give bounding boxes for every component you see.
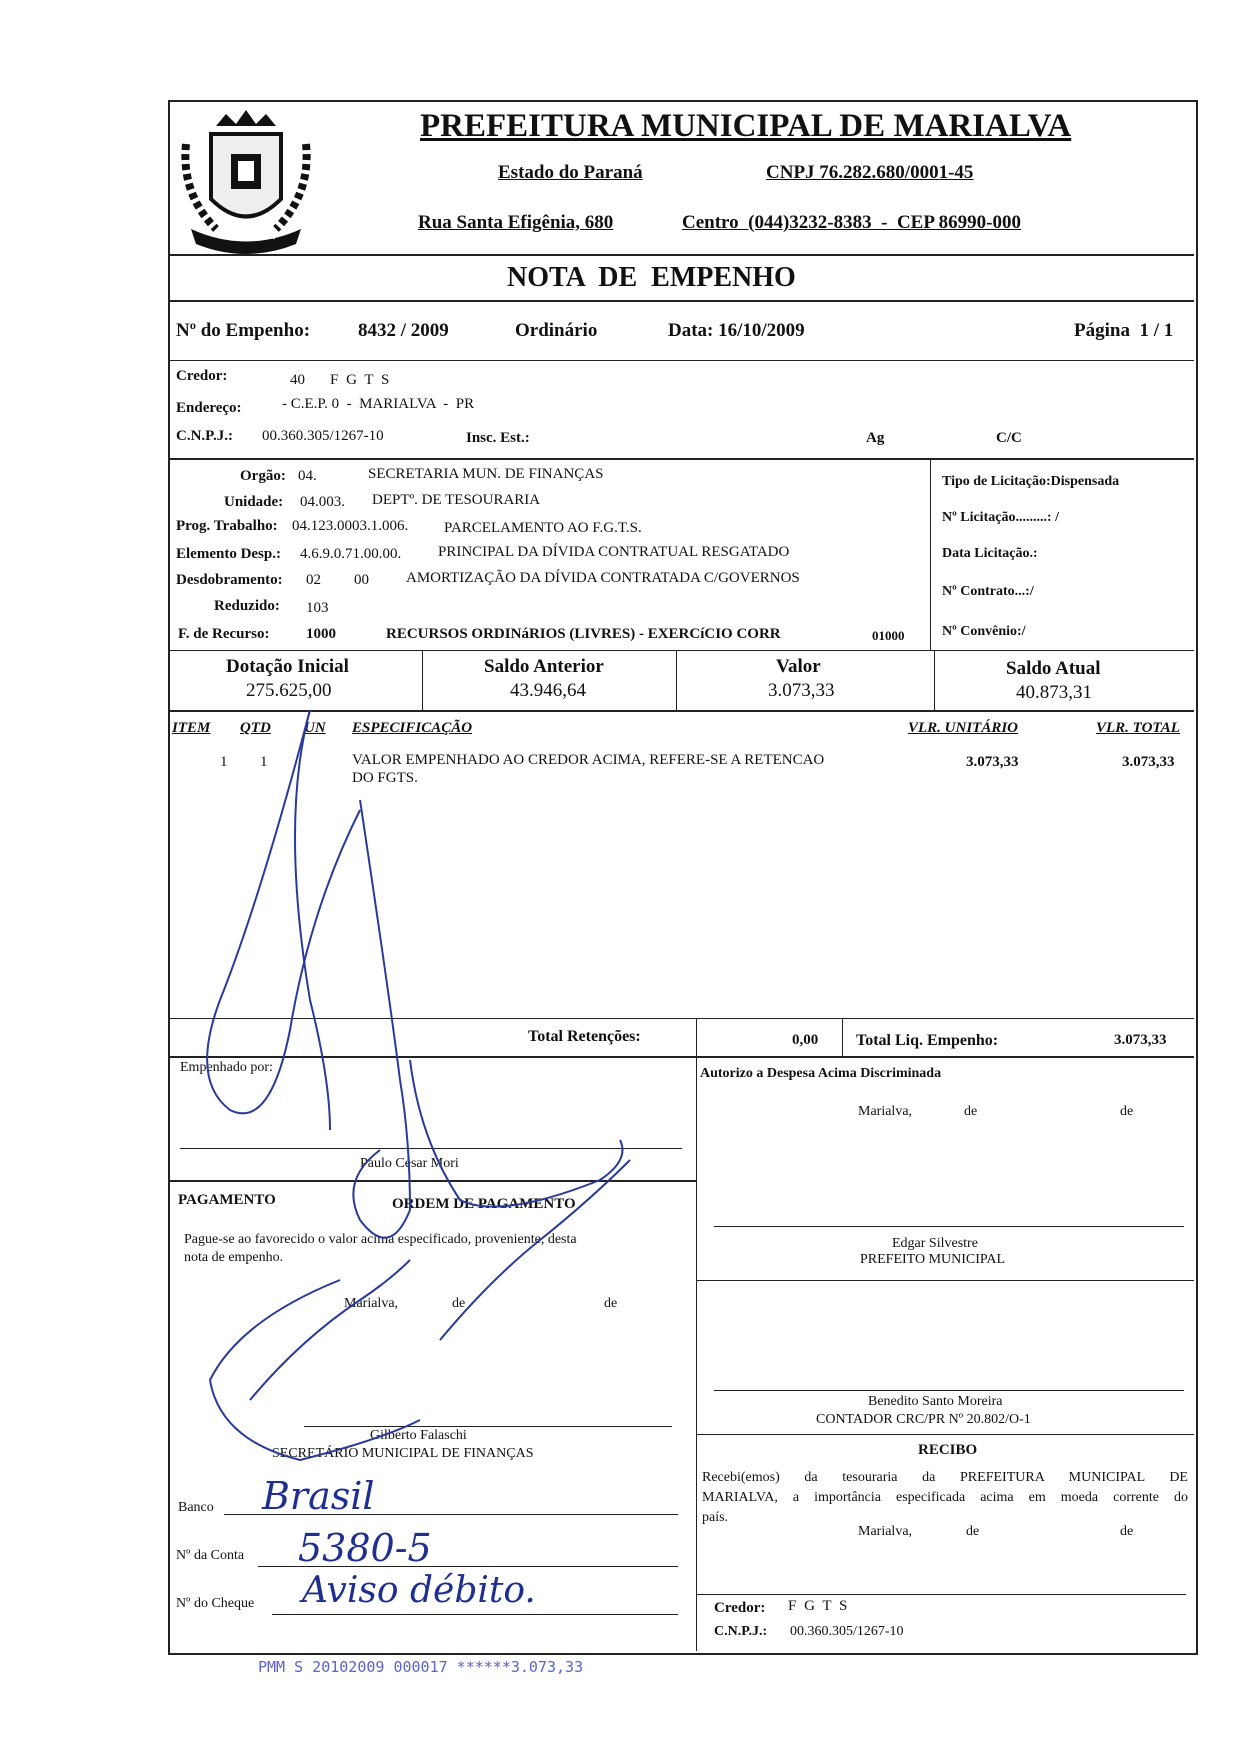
- unidade-code: 04.003.: [300, 494, 345, 510]
- recibo-de2: de: [1120, 1524, 1134, 1539]
- municipal-crest-logo: [176, 104, 316, 254]
- ag-label: Ag: [866, 430, 885, 446]
- desdobramento-code2: 00: [354, 572, 369, 588]
- table-row: [168, 750, 1194, 800]
- state-label: Estado do Paraná: [498, 162, 643, 183]
- autorizo-city: Marialva,: [858, 1104, 913, 1119]
- total-liq-label: Total Liq. Empenho:: [856, 1032, 999, 1049]
- crest-banner-text: MARIALVA: [224, 232, 275, 242]
- endereco-label: Endereço:: [176, 400, 242, 416]
- saldo-anterior-value: 43.946,64: [510, 680, 586, 701]
- tipo-licitacao: Tipo de Licitação:Dispensada: [942, 474, 1120, 489]
- reduzido-value: 103: [306, 600, 329, 616]
- col-qtd: QTD: [240, 720, 271, 736]
- prefeito-name: Edgar Silvestre: [892, 1236, 978, 1251]
- empenhado-label: Empenhado por:: [180, 1060, 273, 1075]
- endereco-value: - C.E.P. 0 - MARIALVA - PR: [282, 396, 475, 412]
- fonte-recurso-label: F. de Recurso:: [178, 626, 270, 642]
- empenho-type: Ordinário: [515, 320, 598, 341]
- fonte-recurso-code2: 01000: [872, 628, 905, 643]
- item-number: 1: [220, 754, 228, 770]
- recibo-de1: de: [966, 1524, 980, 1539]
- cnpj-label: CNPJ 76.282.680/0001-45: [766, 162, 974, 183]
- cheque-value[interactable]: Aviso débito.: [302, 1570, 536, 1611]
- address-contact: Centro (044)3232-8383 - CEP 86990-000: [682, 212, 1021, 233]
- empenhado-name: Paulo César Mori: [360, 1156, 459, 1171]
- recibo-title: RECIBO: [918, 1442, 978, 1458]
- fonte-recurso-code: 1000: [306, 626, 336, 642]
- recibo-credor-value: F G T S: [788, 1598, 850, 1614]
- prefeito-role: PREFEITO MUNICIPAL: [860, 1252, 1006, 1267]
- conta-label: Nº da Conta: [176, 1548, 245, 1563]
- item-vlr-total: 3.073,33: [1122, 754, 1175, 770]
- dotacao-inicial-value: 275.625,00: [246, 680, 332, 701]
- desdobramento-code1: 02: [306, 572, 321, 588]
- item-vlr-unitario: 3.073,33: [966, 754, 1019, 770]
- pagamento-city: Marialva,: [344, 1296, 399, 1311]
- empenho-label: Nº do Empenho:: [176, 320, 311, 341]
- col-especificacao: ESPECIFICAÇÃO: [352, 720, 473, 736]
- recibo-text-line3: país.: [702, 1510, 729, 1525]
- insc-est-label: Insc. Est.:: [466, 430, 530, 446]
- recibo-text-line1: Recebi(emos) da tesouraria da PREFEITURA MUNICIPAL DE: [702, 1470, 1188, 1485]
- secretario-name: Gilberto Falaschi: [370, 1428, 467, 1443]
- recibo-credor-label: Credor:: [714, 1600, 766, 1616]
- cc-label: C/C: [996, 430, 1022, 446]
- col-item: ITEM: [172, 720, 211, 736]
- total-liq-value: 3.073,33: [1114, 1032, 1167, 1048]
- banco-value[interactable]: Brasil: [262, 1474, 375, 1518]
- pagamento-text-line2: nota de empenho.: [184, 1250, 284, 1265]
- recibo-cnpj-value: 00.360.305/1267-10: [790, 1624, 904, 1639]
- elemento-label: Elemento Desp.:: [176, 546, 281, 562]
- document-title: NOTA DE EMPENHO: [507, 262, 796, 293]
- prog-trabalho-code: 04.123.0003.1.006.: [292, 518, 409, 534]
- item-especificacao-line1: VALOR EMPENHADO AO CREDOR ACIMA, REFERE-SE A RETENCAO: [352, 752, 825, 768]
- autorizo-title: Autorizo a Despesa Acima Discriminada: [700, 1066, 942, 1081]
- saldo-atual-label: Saldo Atual: [1006, 658, 1101, 679]
- item-especificacao-line2: DO FGTS.: [352, 770, 418, 786]
- numero-contrato: Nº Contrato...:/: [942, 584, 1034, 599]
- fonte-recurso-value: RECURSOS ORDINáRIOS (LIVRES) - EXERCíCIO CORR: [386, 626, 781, 642]
- item-qtd: 1: [260, 754, 268, 770]
- cheque-label: Nº do Cheque: [176, 1596, 255, 1611]
- numero-convenio: Nº Convênio:/: [942, 624, 1026, 639]
- pagamento-text-line1: Pague-se ao favorecido o valor acima especificado, proveniente, desta: [184, 1232, 577, 1247]
- contador-role: CONTADOR CRC/PR Nº 20.802/O-1: [816, 1412, 1031, 1427]
- saldo-atual-value: 40.873,31: [1016, 682, 1092, 703]
- address-label: Rua Santa Efigênia, 680: [418, 212, 614, 233]
- cnpj-credor-value: 00.360.305/1267-10: [262, 428, 384, 444]
- pagamento-de1: de: [452, 1296, 466, 1311]
- saldo-anterior-label: Saldo Anterior: [484, 656, 604, 677]
- recibo-cnpj-label: C.N.P.J.:: [714, 1624, 768, 1639]
- conta-value[interactable]: 5380-5: [298, 1526, 432, 1570]
- prog-trabalho-value: PARCELAMENTO AO F.G.T.S.: [444, 520, 642, 536]
- empenho-date: Data: 16/10/2009: [668, 320, 805, 341]
- recibo-text-line2: MARIALVA, a importância especificada acima em moeda corrente do: [702, 1490, 1188, 1505]
- unidade-value: DEPTº. DE TESOURARIA: [372, 492, 541, 508]
- data-licitacao: Data Licitação.:: [942, 546, 1038, 561]
- numero-licitacao: Nº Licitação.........: /: [942, 510, 1059, 525]
- elemento-value: PRINCIPAL DA DÍVIDA CONTRATUAL RESGATADO: [438, 544, 790, 560]
- contador-name: Benedito Santo Moreira: [868, 1394, 1003, 1409]
- valor-label: Valor: [776, 656, 821, 677]
- ordem-pagamento-title: ORDEM DE PAGAMENTO: [392, 1196, 576, 1212]
- col-vlr-unitario: VLR. UNITÁRIO: [908, 720, 1019, 736]
- prog-trabalho-label: Prog. Trabalho:: [176, 518, 278, 534]
- orgao-value: SECRETARIA MUN. DE FINANÇAS: [368, 466, 604, 482]
- recibo-city: Marialva,: [858, 1524, 913, 1539]
- credor-name: F G T S: [330, 372, 392, 388]
- desdobramento-label: Desdobramento:: [176, 572, 283, 588]
- reduzido-label: Reduzido:: [214, 598, 280, 614]
- orgao-code: 04.: [298, 468, 317, 484]
- secretario-role: SECRETÁRIO MUNICIPAL DE FINANÇAS: [272, 1446, 534, 1461]
- banco-label: Banco: [178, 1500, 214, 1515]
- page-number: Página 1 / 1: [1074, 320, 1174, 341]
- cnpj-credor-label: C.N.P.J.:: [176, 428, 233, 444]
- orgao-label: Orgão:: [240, 468, 286, 484]
- total-retencoes-value: 0,00: [792, 1032, 819, 1048]
- unidade-label: Unidade:: [224, 494, 284, 510]
- print-stamp: PMM S 20102009 000017 ******3.073,33: [258, 1658, 584, 1676]
- autorizo-de1: de: [964, 1104, 978, 1119]
- valor-value: 3.073,33: [768, 680, 835, 701]
- desdobramento-value: AMORTIZAÇÃO DA DÍVIDA CONTRATADA C/GOVERNOS: [406, 570, 800, 586]
- pagamento-title: PAGAMENTO: [178, 1192, 276, 1208]
- page-title: PREFEITURA MUNICIPAL DE MARIALVA: [420, 108, 1072, 144]
- col-un: UN: [304, 720, 326, 736]
- credor-label: Credor:: [176, 368, 228, 384]
- col-vlr-total: VLR. TOTAL: [1096, 720, 1180, 736]
- autorizo-de2: de: [1120, 1104, 1134, 1119]
- total-retencoes-label: Total Retenções:: [528, 1028, 641, 1045]
- pagamento-de2: de: [604, 1296, 618, 1311]
- empenho-number: 8432 / 2009: [358, 320, 449, 341]
- credor-code: 40: [290, 372, 305, 388]
- elemento-code: 4.6.9.0.71.00.00.: [300, 546, 402, 562]
- dotacao-inicial-label: Dotação Inicial: [226, 656, 349, 677]
